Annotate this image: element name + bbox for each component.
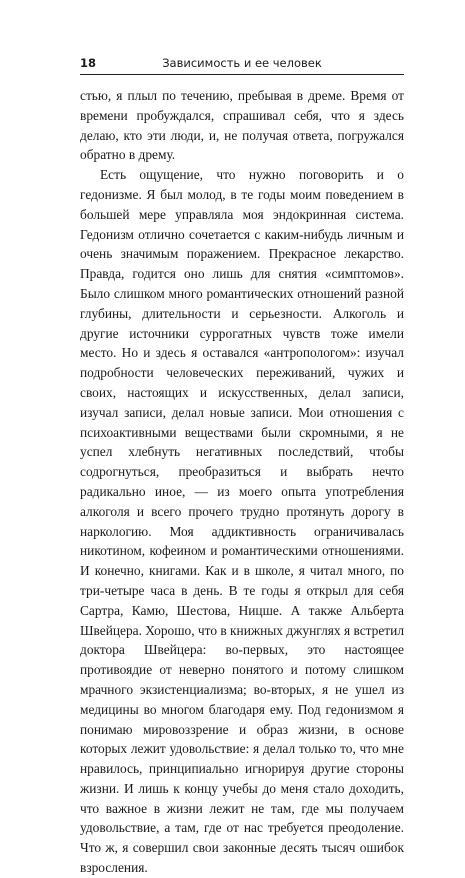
running-title: Зависимость и ее человек bbox=[162, 56, 322, 70]
page-body bbox=[80, 86, 404, 878]
page-number: 18 bbox=[80, 56, 97, 70]
paragraph-hedonism: Есть ощущение, что нужно поговорить и о гедонизме. Я был молод, в те годы моим поведением в большей мере управляла моя эндокринная система. Гедонизм отлично сочетается с каким-нибудь личным и очень значимым поражением. Прекрасное лекарство. Правда, годится оно лишь для снятия «симптомов». Было слишком много романтических отношений разной глубины, длительности и серьезности. Алкоголь и другие источники суррогатных чувств тоже имели место. Но и здесь я оставался «антропологом»: изучал подробности человеческих переживаний, чужих и своих, настоящих и искусственных, делал записи, изучал записи, делал новые записи. Мои отношения с психоактивными веществами были скромными, я не успел хлебнуть негативных последствий, чтобы содрогнуться, преобразиться и выбрать нечто радикально иное, — из моего опыта употребления алкоголя и всего прочего трудно протянуть дорогу в наркологию. Моя аддиктивность ограничивалась никотином, кофеином и романтическими отношениями. И конечно, книгами. Как и в школе, я читал много, по три-четыре часа в день. В те годы я открыл для себя Сартра, Камю, Шестова, Ницше. А также Альберта Швейцера. Хорошо, что в книжных джунглях я встретил доктора Швейцера: во-первых, это настоящее противоядие от неверно понятого и потому слишком мрачного экзистенциализма; во-вторых, я не ушел из медицины во многом благодаря ему. Под гедонизмом я понимаю мировоззрение и образ жизни, в основе которых лежит удовольствие: я делал только то, что мне нравилось, принципиально игнорируя другие стороны жизни. И лишь к концу учебы до меня стало доходить, что важное в жизни лежит не там, где мы получаем удовольствие, а там, где от нас требуется преодоление. Что ж, я совершил свои законные десять тысяч ошибок взросления. bbox=[80, 167, 405, 876]
paragraph-continued: стью, я плыл по течению, пребывая в дреме. Время от времени пробуждался, спрашивал себя, что я здесь делаю, кто эти люди, и, не получая ответа, погружался обратно в дрему. bbox=[80, 88, 404, 163]
running-header bbox=[80, 56, 404, 75]
